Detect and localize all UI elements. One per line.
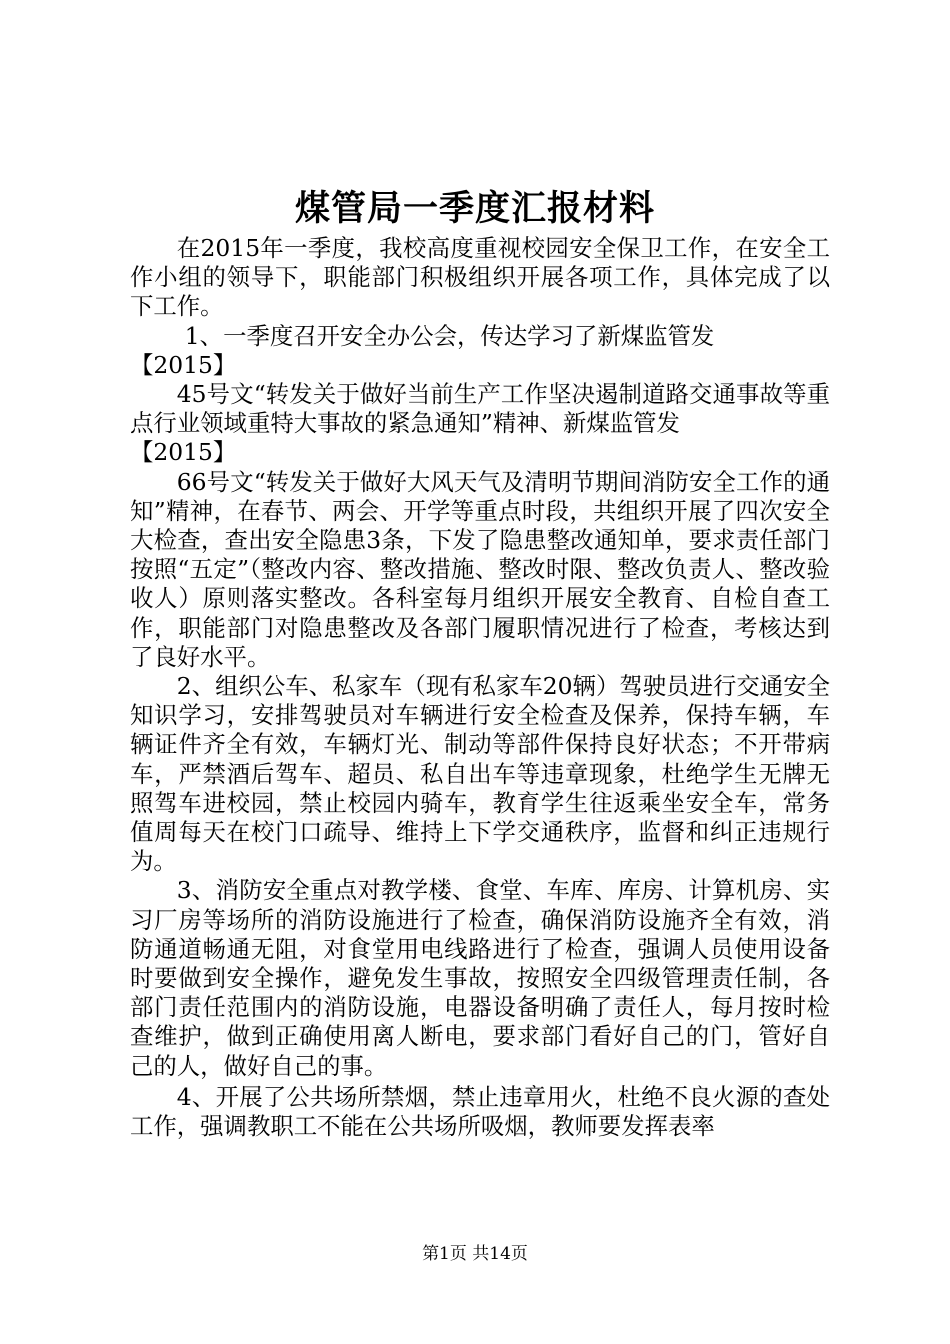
paragraph-doc-66: 66号文“转发关于做好大风天气及清明节期间消防安全工作的通知”精神，在春节、两会、开学等重点时段，共组织开展了四次安全大检查，查出安全隐患3条，下发了隐患整改通知单，要求责任部门按照“五定”（整改内容、整改措施、整改时限、整改负责人、整改验收人）原则落实整改。各科室每月组织开展安全教育、自检自查工作，职能部门对隐患整改及各部门履职情况进行了检查，考核达到了良好水平。 xyxy=(130,467,830,671)
paragraph-item-1: 1、一季度召开安全办公会，传达学习了新煤监管发 xyxy=(184,321,715,350)
paragraph-intro: 在2015年一季度，我校高度重视校园安全保卫工作，在安全工作小组的领导下，职能部门积极组织开展各项工作，具体完成了以下工作。 xyxy=(130,234,830,321)
paragraph-item-3: 3、消防安全重点对教学楼、食堂、车库、库房、计算机房、实习厂房等场所的消防设施进行了检查，确保消防设施齐全有效，消防通道畅通无阻，对食堂用电线路进行了检查，强调人员使用设备时要做到安全操作，避免发生事故，按照安全四级管理责任制，各部门责任范围内的消防设施，电器设备明确了责任人，每月按时检查维护，做到正确使用离人断电，要求部门看好自己的门，管好自己的人，做好自己的事。 xyxy=(130,876,830,1080)
paragraph-doc-45: 45号文“转发关于做好当前生产工作坚决遏制道路交通事故等重点行业领域重特大事故的紧急通知”精神、新煤监管发 xyxy=(130,380,830,438)
document-body xyxy=(130,234,830,1141)
paragraph-item-4: 4、开展了公共场所禁烟，禁止违章用火，杜绝不良火源的查处工作，强调教职工不能在公共场所吸烟，教师要发挥表率 xyxy=(130,1082,830,1141)
paragraph-bracket-year-2: 【2015】 xyxy=(130,438,237,467)
paragraph-item-2: 2、组织公车、私家车（现有私家车20辆）驾驶员进行交通安全知识学习，安排驾驶员对车辆进行安全检查及保养，保持车辆，车辆证件齐全有效，车辆灯光、制动等部件保持良好状态；不开带病车，严禁酒后驾车、超员、私自出车等违章现象，杜绝学生无牌无照驾车进校园，禁止校园内骑车，教育学生往返乘坐安全车，常务值周每天在校门口疏导、维持上下学交通秩序，监督和纠正违规行为。 xyxy=(130,672,830,876)
paragraph-bracket-year-1: 【2015】 xyxy=(130,350,237,379)
document-title: 煤管局一季度汇报材料 xyxy=(294,188,655,229)
page-number-footer: 第1页 共14页 xyxy=(422,1244,528,1264)
